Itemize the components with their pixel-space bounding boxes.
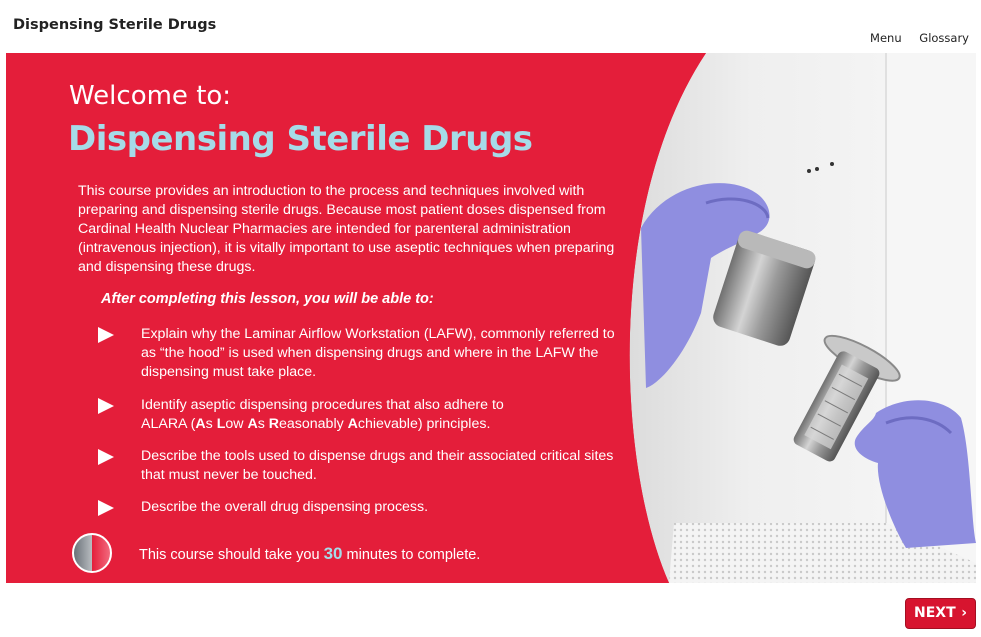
welcome-label: Welcome to:: [69, 81, 232, 111]
objective-text: Describe the overall drug dispensing process.: [141, 499, 429, 515]
next-button[interactable]: [905, 598, 976, 629]
slide-stage: [6, 53, 976, 583]
objective-text: Describe the tools used to dispense drugs and their associated critical sites that must never be touched.: [141, 448, 614, 483]
bullet-arrow-icon: [98, 500, 114, 516]
bullet-arrow-icon: [98, 449, 114, 465]
objective-text-line: Identify aseptic dispensing procedures that also adhere to: [141, 397, 504, 413]
alara-text: ALARA (As Low As Reasonably Achievable) principles.: [141, 416, 491, 432]
timer-icon: [72, 533, 112, 573]
menu-link[interactable]: Menu: [870, 31, 902, 45]
objective-text: [141, 396, 621, 434]
intro-paragraph: This course provides an introduction to the process and techniques involved with preparing and dispensing sterile drugs. Because most patient doses dispensed from Cardinal Health Nuclear Pharmacies are intended for parenteral administration (intravenous injection), it is vitally important to use aseptic techniques when preparing and dispensing these drugs.: [78, 183, 615, 275]
chevron-right-icon: ›: [961, 605, 967, 621]
objectives-heading: After completing this lesson, you will be able to:: [101, 291, 434, 307]
course-title: Dispensing Sterile Drugs: [13, 17, 217, 33]
top-nav: [856, 31, 969, 45]
glossary-link[interactable]: Glossary: [919, 31, 969, 45]
objective-text: Explain why the Laminar Airflow Workstation (LAFW), commonly referred to as “the hood” is used when dispensing drugs and where in the LAFW the dispensing must take place.: [141, 326, 615, 380]
bullet-arrow-icon: [98, 398, 114, 414]
next-button-label: NEXT: [914, 605, 956, 621]
slide-title: Dispensing Sterile Drugs: [68, 119, 533, 159]
duration-text: This course should take you 30 minutes to complete.: [139, 544, 481, 563]
bullet-arrow-icon: [98, 327, 114, 343]
